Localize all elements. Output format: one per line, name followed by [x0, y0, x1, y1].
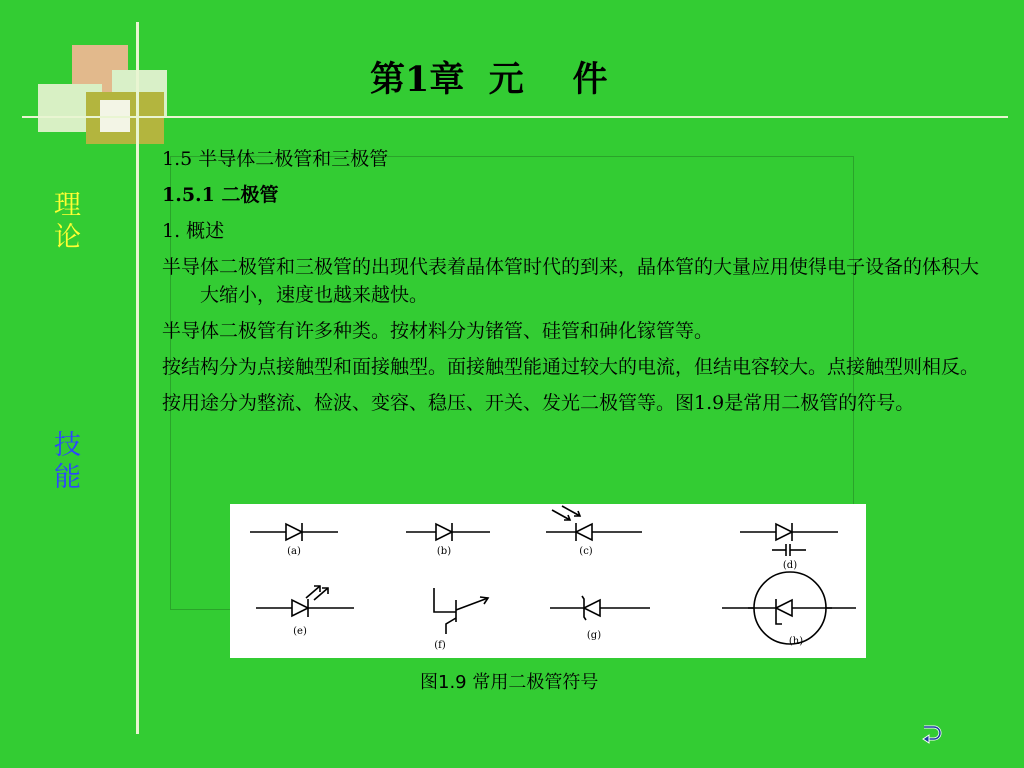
label-a: (a): [287, 546, 301, 557]
diode-symbol-a: [250, 523, 338, 541]
label-b: (b): [436, 546, 452, 557]
paragraph: 按用途分为整流、检波、变容、稳压、开关、发光二极管等。图1.9是常用二极管的符号。: [162, 392, 915, 414]
label-h: (h): [788, 636, 804, 647]
topic-heading: 1. 概述: [162, 220, 225, 242]
label-d: (d): [782, 560, 798, 571]
section-heading: 1.5 半导体二极管和三极管: [162, 148, 389, 170]
diode-symbol-e: [256, 586, 354, 617]
figure-caption: 图1.9 常用二极管符号: [420, 672, 599, 693]
label-g: (g): [586, 630, 602, 641]
label-e: (e): [293, 626, 307, 637]
diode-symbol-f: [434, 588, 488, 634]
diode-symbol-g: [550, 596, 650, 620]
paragraph: 半导体二极管有许多种类。按材料分为锗管、硅管和砷化镓管等。: [162, 320, 714, 342]
side-label-skill: 技能: [54, 430, 81, 493]
diode-symbol-b: [406, 523, 490, 541]
paragraph: 半导体二极管和三极管的出现代表着晶体管时代的到来，晶体管的大量应用使得电子设备的体积大大缩小，速度也越来越快。: [162, 256, 980, 306]
diode-symbol-h: [722, 572, 856, 644]
return-arrow-icon[interactable]: [920, 722, 942, 744]
decor-horizontal-line: [22, 116, 1008, 118]
content-area: [162, 145, 992, 425]
slide-title: 第1章 元 件: [370, 59, 608, 100]
decor-vertical-line: [136, 22, 139, 734]
subsection-heading: 1.5.1 二极管: [162, 184, 279, 206]
label-f: (f): [434, 640, 446, 651]
label-c: (c): [579, 546, 593, 557]
side-label-theory: 理论: [54, 190, 81, 253]
diode-symbol-d: [740, 523, 838, 556]
diode-symbols-svg: [230, 504, 866, 658]
diode-symbol-c: [546, 506, 642, 541]
diode-symbols-figure: [230, 504, 866, 658]
paragraph: 按结构分为点接触型和面接触型。面接触型能通过较大的电流，但结电容较大。点接触型则相反。: [162, 356, 980, 378]
